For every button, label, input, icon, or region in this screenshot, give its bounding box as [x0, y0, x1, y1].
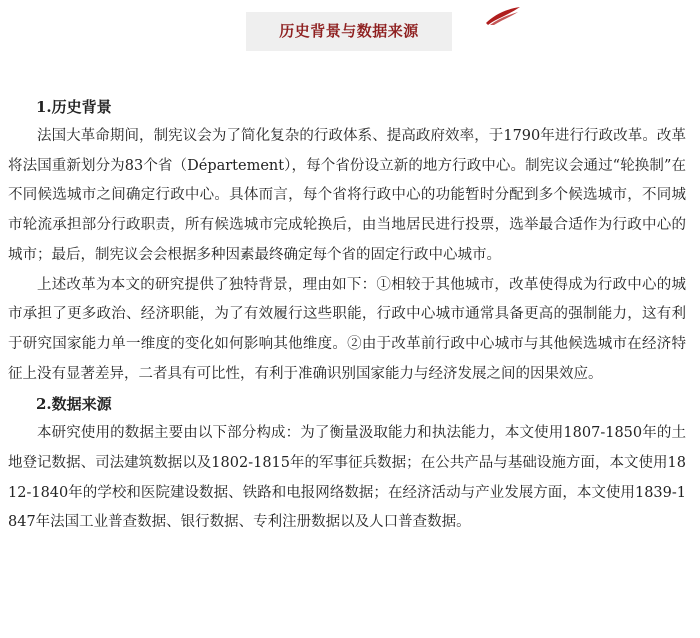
section-heading-data-sources: 2.数据来源 [36, 395, 112, 414]
title-background [246, 12, 452, 51]
section-heading-history: 1.历史背景 [36, 98, 112, 116]
data-sources-paragraph: 本研究使用的数据主要由以下部分构成：为了衡量汲取能力和执法能力，本文使用1807-1850年的土地登记数据、司法建筑数据以及1802-1815年的军事征兵数据；在公共产品与基础设施方面，本文使用1812-1840年的学校和医院建设数据、铁路和电报网络数据；在经济活动与产业发展方面，本文使用1839-1847年法国工业普查数据、银行数据、专利注册数据以及人口普查数据。 [8, 425, 686, 531]
history-paragraph-1: 法国大革命期间，制宪议会为了简化复杂的行政体系、提高政府效率，于1790年进行行政改革。改革将法国重新划分为83个省（Département），每个省份设立新的地方行政中心。制宪议会通过“轮换制”在不同候选城市之间确定行政中心。具体而言，每个省将行政中心的功能暂时分配到多个候选城市，不同城市轮流承担部分行政职责，所有候选城市完成轮换后，由当地居民进行投票，选举最合适作为行政中心的城市；最后，制宪议会会根据多种因素最终确定每个省的固定行政中心城市。 [8, 128, 686, 263]
section-title-banner [0, 12, 700, 58]
brush-stroke-icon [484, 5, 524, 27]
article-body [8, 92, 686, 538]
page-title: 历史背景与数据来源 [279, 22, 419, 40]
history-paragraph-2: 上述改革为本文的研究提供了独特背景，理由如下：①相较于其他城市，改革使得成为行政中心的城市承担了更多政治、经济职能，为了有效履行这些职能，行政中心城市通常具备更高的强制能力，这有利于研究国家能力单一维度的变化如何影响其他维度。②由于改革前行政中心城市与其他候选城市在经济特征上没有显著差异，二者具有可比性，有利于准确识别国家能力与经济发展之间的因果效应。 [8, 276, 686, 382]
